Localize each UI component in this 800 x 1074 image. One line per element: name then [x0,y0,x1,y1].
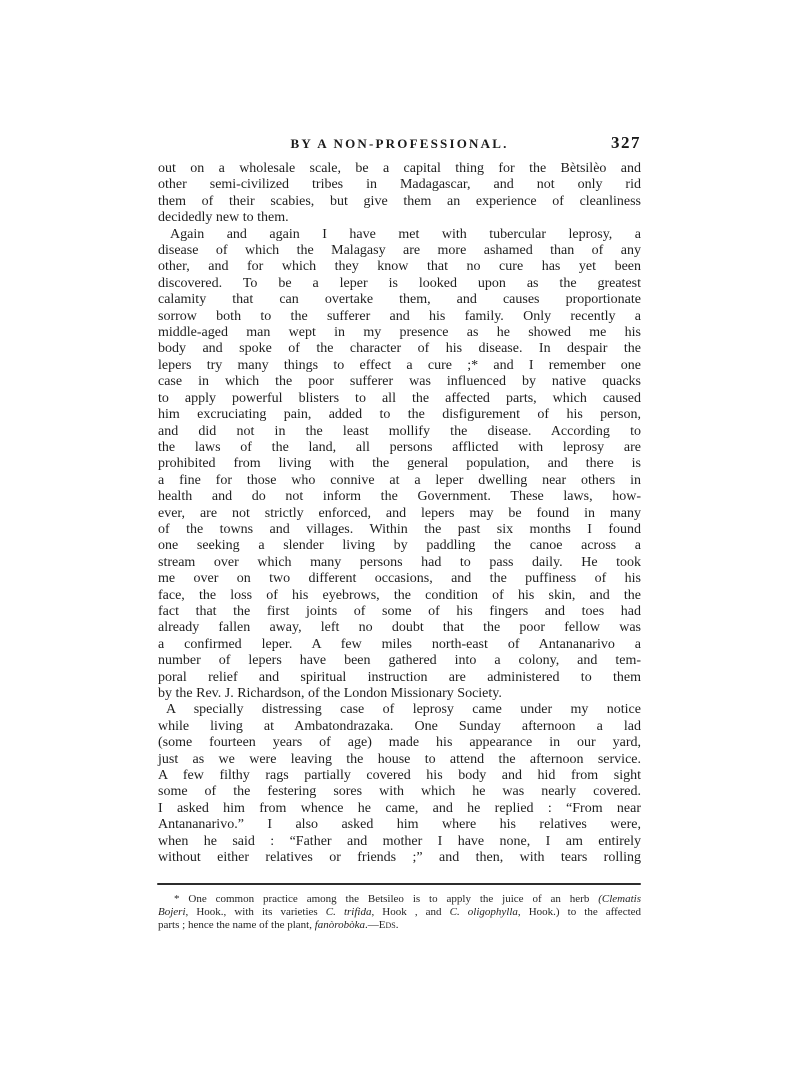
text-line: just as we were leaving the house to attend the afternoon service. [158,751,641,767]
text-line: when he said : “Father and mother I have none, I am entirely [158,833,641,849]
text-line: fact that the first joints of some of his fingers and toes had [158,603,641,619]
body-text [158,161,641,866]
footnote-text: . [395,919,399,931]
text-line: to apply powerful blisters to all the affected parts, which caused [158,390,641,406]
footnote-text: * One common practice among the Betsileo is to apply the juice of an herb [174,893,599,905]
text-line: health and do not inform the Government. These laws, how- [158,489,641,505]
text-line: of the towns and villages. Within the past six months I found [158,521,641,537]
text-line: already fallen away, left no doubt that the poor fellow was [158,620,641,636]
text-line: by the Rev. J. Richardson, of the London Missionary Society. [158,686,502,701]
text-line: disease of which the Malagasy are more ashamed than of any [158,243,641,259]
text-line: prohibited from living with the general population, and there is [158,456,641,472]
text-line: decidedly new to them. [158,210,289,226]
paragraph [158,227,641,703]
text-line: other, and for which they know that no cure has yet been [158,259,641,275]
page-number: 327 [611,133,641,152]
paragraph [158,702,641,866]
footnote-line [158,919,641,932]
footnote-italic-text: (Clematis [598,893,641,905]
text-line: lepers try many things to effect a cure ;* and I remember one [158,357,641,373]
text-line: him excruciating pain, added to the disfigurement of his person, [158,407,641,423]
text-line: (some fourteen years of age) made his appearance in our yard, [158,735,641,751]
footnote-italic-text: Bojeri [158,906,186,918]
text-line: sorrow both to the sufferer and his family. Only recently a [158,308,641,324]
text-line: stream over which many persons had to pass daily. He took [158,554,641,570]
footnote [158,893,641,932]
footnote-italic-text: fanòrobòka [314,919,366,931]
text-line: I asked him from whence he came, and he replied : “From near [158,800,641,816]
paragraph [158,161,641,227]
text-line: a fine for those who connive at a leper dwelling near others in [158,472,641,488]
text-line: a confirmed leper. A few miles north-east of Antananarivo a [158,636,641,652]
text-line: the laws of the land, all persons afflicted with leprosy are [158,439,641,455]
text-line: face, the loss of his eyebrows, the condition of his skin, and the [158,587,641,603]
text-line: poral relief and spiritual instruction are administered to them [158,669,641,685]
text-line: while living at Ambatondrazaka. One Sunday afternoon a lad [158,718,641,734]
running-title: BY A NON-PROFESSIONAL. [290,136,509,151]
text-line: calamity that can overtake them, and causes proportionate [158,292,641,308]
text-line: them of their scabies, but give them an experience of cleanliness [158,193,641,209]
text-line: case in which the poor sufferer was influenced by native quacks [158,374,641,390]
footnote-text: , Hook , and [371,906,450,918]
footnote-text: .— [365,919,379,931]
text-line: Again and again I have met with tubercular leprosy, a [170,226,641,242]
footnote-line [158,906,641,919]
footnote-text: , Hook.) to the affected [517,906,642,918]
footnote-text: Eds [378,919,396,931]
footnote-text: , Hook., with its varieties [185,906,326,918]
text-line: Antananarivo.” I also asked him where his relatives were, [158,817,641,833]
footnote-italic-text: C. oligophylla [449,906,518,918]
footnote-line [158,893,641,906]
text-line: ever, are not strictly enforced, and lepers may be found in many [158,505,641,521]
text-line: middle-aged man wept in my presence as he showed me his [158,325,641,341]
text-line: A specially distressing case of leprosy came under my notice [166,702,641,718]
text-line: number of lepers have been gathered into a colony, and tem- [158,653,641,669]
text-line: one seeking a slender living by paddling the canoe across a [158,538,641,554]
footnote-text: parts ; hence the name of the plant, [158,919,315,931]
text-line: discovered. To be a leper is looked upon as the greatest [158,275,641,291]
text-line: without either relatives or friends ;” and then, with tears rolling [158,850,641,866]
text-line: other semi-civilized tribes in Madagascar, and not only rid [158,177,641,193]
footnote-rule [157,883,641,885]
page-header [158,133,641,156]
text-line: body and spoke of the character of his disease. In despair the [158,341,641,357]
text-line: me over on two different occasions, and the puffiness of his [158,571,641,587]
text-line: out on a wholesale scale, be a capital thing for the Bètsilèo and [158,161,641,176]
text-line: and did not in the least mollify the disease. According to [158,423,641,439]
text-line: A few filthy rags partially covered his body and hid from sight [158,768,641,784]
footnote-italic-text: C. trifida [325,906,372,918]
text-line: some of the festering sores with which he was nearly covered. [158,784,641,800]
